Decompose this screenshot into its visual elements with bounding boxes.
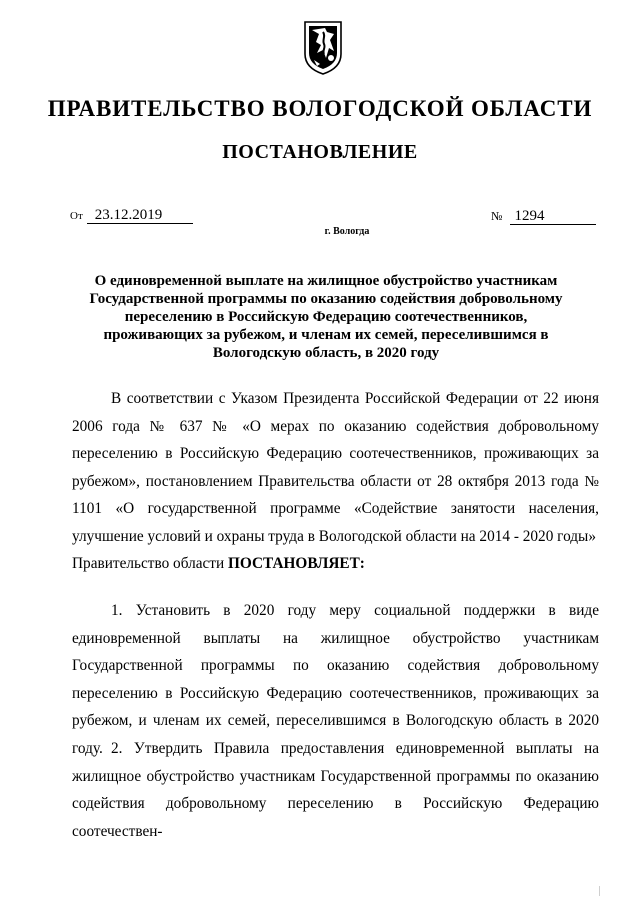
number-label: № [491,209,503,223]
list-item: 1. Установить в 2020 году меру социальной поддержки в виде единовременной выплаты на жилищное обустройство участникам Государственной программы по оказанию содействия добровольному переселению в Российскую Федерацию соотечественников, проживающих за рубежом, и членам их семей, переселившимся в Вологодскую область в 2020 году. [72,602,599,757]
resolve-line [72,550,599,578]
resolve-prefix: Правительство области [72,555,225,572]
coat-of-arms-icon [303,20,343,76]
date-field [70,207,193,224]
number-field [491,207,596,225]
scan-edge-mark [599,886,600,896]
resolve-word: ПОСТАНОВЛЯЕТ: [228,555,365,572]
document-heading: О единовременной выплате на жилищное обустройство участникам Государственной программы по оказанию содействия добровольному переселению в Российскую Федерацию соотечественников, проживающих за рубежом, и членам их семей, переселившимся в Вологодскую область, в 2020 году [89,273,563,361]
list-item: 2. Утвердить Правила предоставления единовременной выплаты на жилищное обустройство участникам Государственной программы по оказанию содействия добровольному переселению в Российскую Федерацию соотечествен- [72,740,599,840]
preamble-paragraph: В соответствии с Указом Президента Российской Федерации от 22 июня 2006 года № 637 № «О мерах по оказанию содействия добровольному переселению в Российскую Федерацию соотечественников, проживающих за рубежом», постановлением Правительства области от 28 октября 2013 года № 1101 «О государственной программе «Содействие занятости населения, улучшение условий и охраны труда в Вологодской области на 2014 - 2020 годы» [72,390,599,545]
date-label: От [70,210,83,222]
city-label: г. Вологда [324,226,370,237]
date-value: 23.12.2019 [87,207,193,224]
government-title: ПРАВИТЕЛЬСТВО ВОЛОГОДСКОЙ ОБЛАСТИ [47,96,593,121]
document-type: ПОСТАНОВЛЕНИЕ [222,141,418,163]
number-value: 1294 [510,208,596,225]
